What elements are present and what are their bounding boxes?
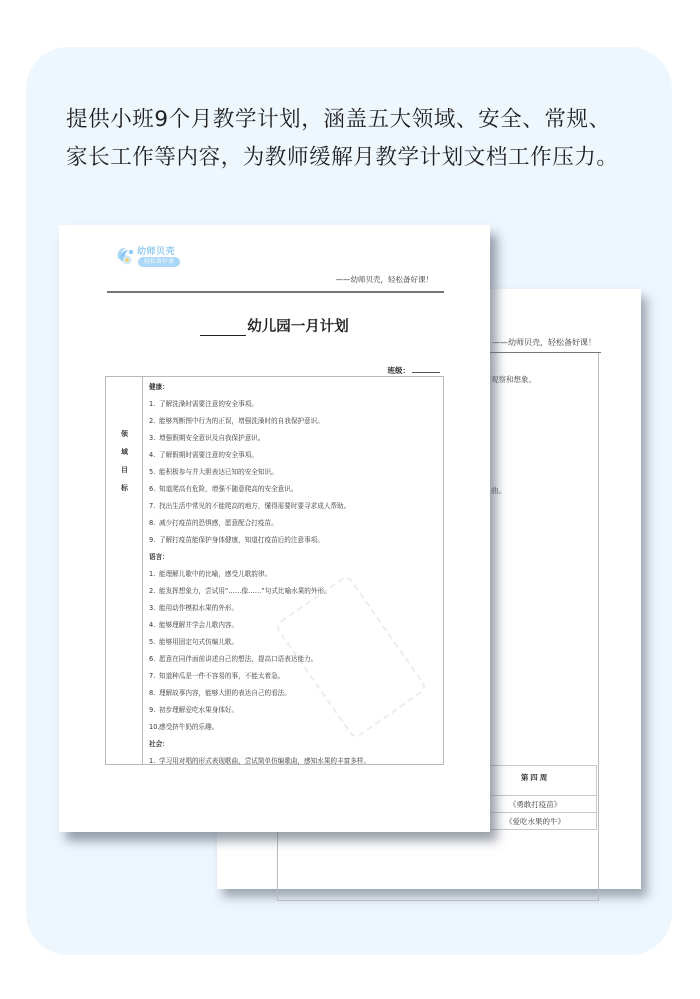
goal-text: 社会： bbox=[149, 740, 169, 748]
goal-text: 能够理解并学会儿歌内容。 bbox=[159, 621, 239, 629]
logo-subtitle: 轻松备好课 bbox=[138, 257, 180, 267]
goal-item bbox=[149, 719, 439, 736]
goal-text: 知道爬高有危险，增强不随意爬高的安全意识。 bbox=[159, 485, 298, 493]
plan-table bbox=[105, 376, 444, 765]
goal-text: 减少打疫苗的恐惧感，愿意配合打疫苗。 bbox=[159, 519, 278, 527]
plan-content bbox=[149, 379, 439, 770]
goal-item bbox=[149, 430, 439, 447]
goal-text: 能够判断图中行为的正误，增强洗澡时的自我保护意识。 bbox=[159, 417, 324, 425]
goal-text: 能理解儿歌中的比喻，感受儿歌韵律。 bbox=[159, 570, 272, 578]
goal-text: 能用动作模拟水果的外形。 bbox=[159, 604, 239, 612]
goal-number: 3. bbox=[149, 434, 156, 442]
goal-item bbox=[149, 566, 439, 583]
headline-line-1: 提供小班9个月教学计划，涵盖五大领域、安全、常规、 bbox=[66, 107, 611, 132]
goal-text: 能发挥想象力，尝试用“……像……”句式比喻水果的外形。 bbox=[159, 587, 331, 595]
goal-text: 理解故事内容，能够大胆的表达自己的看法。 bbox=[159, 689, 291, 697]
goal-item bbox=[149, 498, 439, 515]
week-cell: 《爱吃水果的牛》 bbox=[474, 813, 597, 830]
section-heading bbox=[149, 379, 439, 396]
document-page-front bbox=[59, 225, 490, 832]
goal-text: 愿意在同伴面前讲述自己的想法，提高口语表达能力。 bbox=[159, 655, 318, 663]
goal-number: 1. bbox=[149, 570, 156, 578]
goal-text: 了解假期时需要注意的安全事项。 bbox=[159, 451, 258, 459]
goal-text: 健康： bbox=[149, 383, 169, 391]
goal-text: 知道种瓜是一件不容易的事，不能太着急。 bbox=[159, 672, 285, 680]
row-label-char: 领 bbox=[121, 430, 128, 438]
row-label-char: 目 bbox=[121, 466, 128, 474]
goal-item bbox=[149, 464, 439, 481]
goal-number: 6. bbox=[149, 485, 156, 493]
goal-text: 感受挤牛奶的乐趣。 bbox=[159, 723, 219, 731]
week-header: 第四周 bbox=[474, 766, 597, 796]
goal-item bbox=[149, 515, 439, 532]
class-label: 班级： bbox=[387, 366, 410, 375]
goal-text: 语言： bbox=[149, 553, 169, 561]
title-blank bbox=[200, 320, 246, 336]
headline bbox=[66, 101, 646, 177]
goal-item bbox=[149, 481, 439, 498]
goal-text: 了解洗澡时需要注意的安全事项。 bbox=[159, 400, 258, 408]
goal-item bbox=[149, 532, 439, 549]
goal-number: 2. bbox=[149, 417, 156, 425]
row-label-char: 标 bbox=[121, 484, 128, 492]
goal-number: 1. bbox=[149, 400, 156, 408]
header-rule bbox=[107, 291, 444, 293]
goal-item bbox=[149, 396, 439, 413]
section-heading bbox=[149, 549, 439, 566]
goal-number: 9. bbox=[149, 536, 156, 544]
domain-goal-label-column bbox=[106, 377, 143, 764]
goal-text: 学习用对唱的形式表现歌曲，尝试简单仿编歌曲，感知水果的丰富多样。 bbox=[159, 757, 370, 765]
goal-number: 4. bbox=[149, 451, 156, 459]
goal-item bbox=[149, 753, 439, 770]
goal-text: 了解打疫苗能保护身体健康，知道打疫苗后的注意事项。 bbox=[159, 536, 324, 544]
goal-number: 3. bbox=[149, 604, 156, 612]
goal-number: 6. bbox=[149, 655, 156, 663]
goal-number: 7. bbox=[149, 502, 156, 510]
logo-name: 幼师贝壳 bbox=[137, 247, 176, 257]
goal-item bbox=[149, 583, 439, 600]
goal-number: 7. bbox=[149, 672, 156, 680]
goal-number: 9. bbox=[149, 706, 156, 714]
goal-item bbox=[149, 447, 439, 464]
goal-text: 增强假期安全意识及自我保护意识。 bbox=[159, 434, 265, 442]
goal-text: 初步理解爱吃水果身体好。 bbox=[159, 706, 239, 714]
page-slogan: ——幼师贝壳，轻松备好课！ bbox=[335, 275, 433, 284]
goal-number: 4. bbox=[149, 621, 156, 629]
goal-text: 能积极参与并大胆表达已知的安全知识。 bbox=[159, 468, 278, 476]
goal-text: 找出生活中常见的不能爬高的地方，懂得需要时要寻求成人帮助。 bbox=[159, 502, 351, 510]
class-field bbox=[388, 365, 441, 376]
goal-number: 1. bbox=[149, 757, 156, 765]
section-heading bbox=[149, 736, 439, 753]
brand-logo bbox=[115, 243, 185, 273]
goal-number: 8. bbox=[149, 689, 156, 697]
class-blank bbox=[412, 372, 440, 373]
goal-text: 能够用固定句式仿编儿歌。 bbox=[159, 638, 239, 646]
goal-number: 8. bbox=[149, 519, 156, 527]
goal-item bbox=[149, 413, 439, 430]
back-page-fragment: 曲。 bbox=[491, 486, 506, 495]
back-page-slogan: ——幼师贝壳，轻松备好课！ bbox=[492, 338, 596, 347]
shell-logo-icon bbox=[115, 245, 137, 267]
goal-number: 5. bbox=[149, 638, 156, 646]
goal-number: 5. bbox=[149, 468, 156, 476]
goal-number: 10. bbox=[149, 723, 160, 731]
title-text: 幼儿园一月计划 bbox=[247, 319, 349, 335]
week-cell: 《勇敢打疫苗》 bbox=[474, 796, 597, 813]
headline-line-2: 家长工作等内容，为教师缓解月教学计划文档工作压力。 bbox=[66, 145, 619, 170]
back-page-fragment: 观察和想象。 bbox=[491, 375, 536, 384]
document-title bbox=[59, 315, 490, 336]
row-label-char: 域 bbox=[121, 448, 128, 456]
goal-number: 2. bbox=[149, 587, 156, 595]
